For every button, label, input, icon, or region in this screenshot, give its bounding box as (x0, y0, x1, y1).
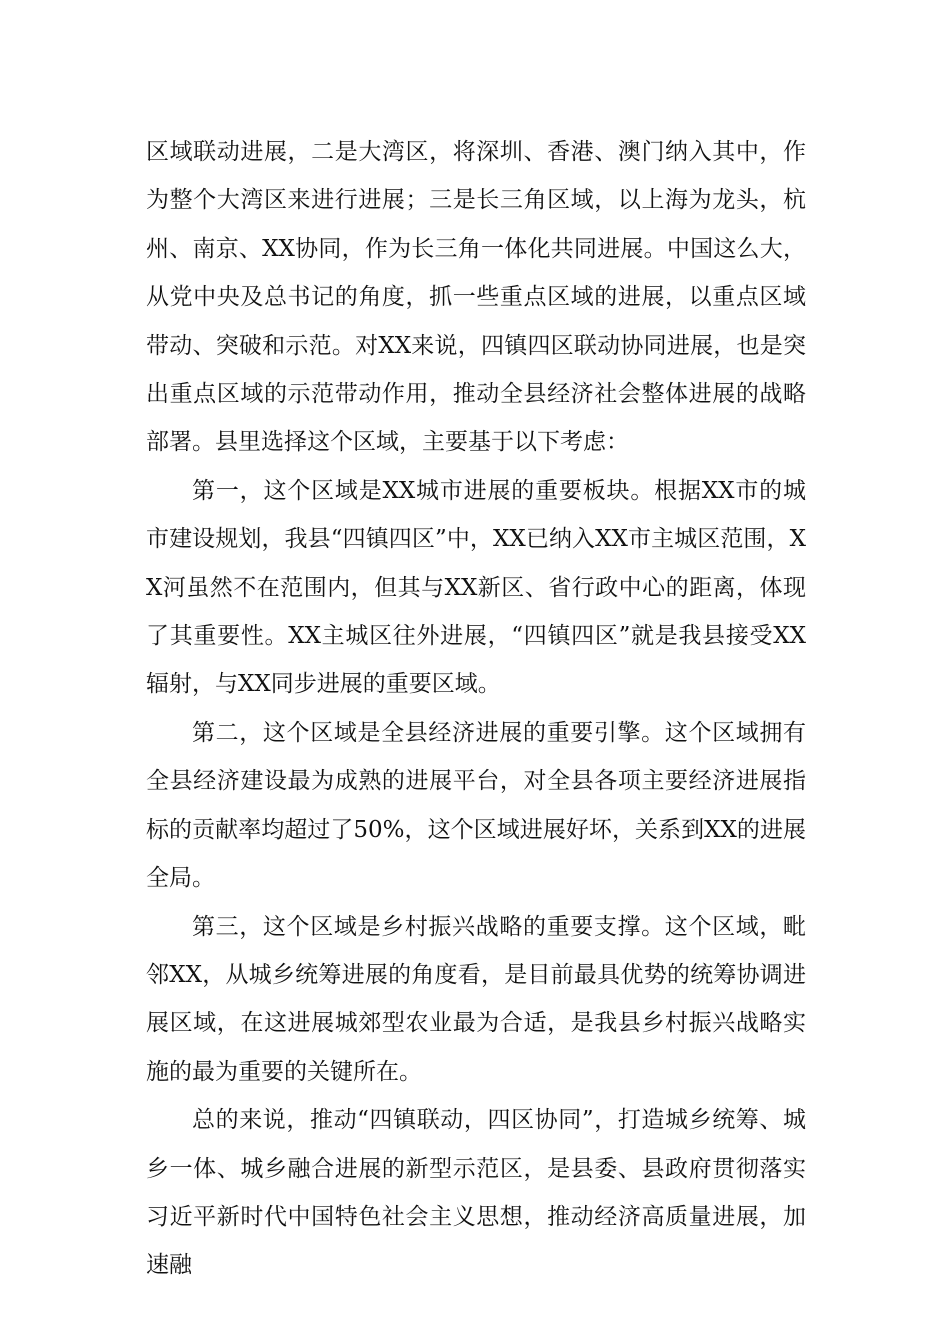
paragraph-1: 区域联动进展，二是大湾区，将深圳、香港、澳门纳入其中，作为整个大湾区来进行进展；三是长三角区域，以上海为龙头，杭州、南京、XX协同，作为长三角一体化共同进展。中国这么大，从党中央及总书记的角度，抓一些重点区域的进展，以重点区域带动、突破和示范。对XX来说，四镇四区联动协同进展，也是突出重点区域的示范带动作用，推动全县经济社会整体进展的战略部署。县里选择这个区域，主要基于以下考虑： (146, 139, 806, 456)
paragraph-2: 第一，这个区域是XX城市进展的重要板块。根据XX市的城市建设规划，我县“四镇四区”中，XX已纳入XX市主城区范围，XX河虽然不在范围内，但其与XX新区、省行政中心的距离，体现了其重要性。XX主城区往外进展，“四镇四区”就是我县接受XX辐射，与XX同步进展的重要区域。 (146, 477, 806, 698)
paragraph-4: 第三，这个区域是乡村振兴战略的重要支撑。这个区域，毗邻XX，从城乡统筹进展的角度看，是目前最具优势的统筹协调进展区域，在这进展城郊型农业最为合适，是我县乡村振兴战略实施的最为重要的关键所在。 (146, 913, 806, 1085)
paragraph-3: 第二，这个区域是全县经济进展的重要引擎。这个区域拥有全县经济建设最为成熟的进展平台，对全县各项主要经济进展指标的贡献率均超过了50%，这个区域进展好坏，关系到XX的进展全局。 (146, 719, 806, 892)
document-page (146, 128, 806, 1290)
paragraph-5: 总的来说，推动“四镇联动，四区协同”，打造城乡统筹、城乡一体、城乡融合进展的新型示范区，是县委、县政府贯彻落实习近平新时代中国特色社会主义思想，推动经济高质量进展，加速融 (146, 1107, 806, 1279)
